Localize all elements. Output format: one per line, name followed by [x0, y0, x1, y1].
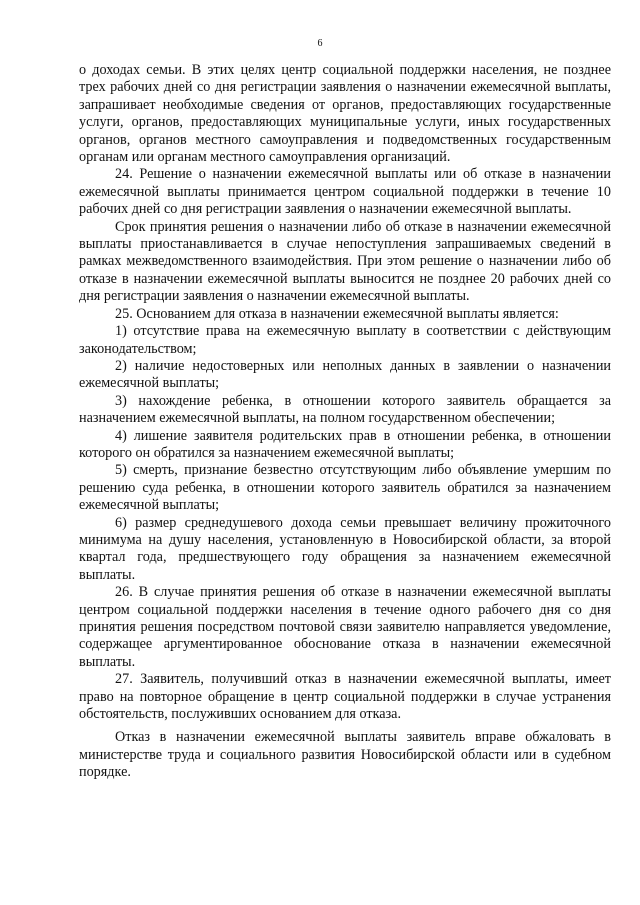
paragraph-income-continuation: о доходах семьи. В этих целях центр социальной поддержки населения, не позднее трех рабочих дней со дня регистрации заявления о назначении ежемесячной выплаты, запрашивает необходимые сведения от органов, предоставляющих государственные услуги, органов, предоставляющих муниципальные услуги, иных государственных органов, органов местного самоуправления и подведомственных государственным органам или органам местного самоуправления организаций. — [79, 62, 611, 166]
paragraph-25-item-1: 1) отсутствие права на ежемесячную выплату в соответствии с действующим законодательством; — [79, 323, 611, 357]
paragraph-25-item-2: 2) наличие недостоверных или неполных данных в заявлении о назначении ежемесячной выплаты; — [79, 357, 611, 392]
paragraph-26: 26. В случае принятия решения об отказе в назначении ежемесячной выплаты центром социальной поддержки населения в течение одного рабочего дня со дня принятия решения посредством почтовой связи заявителю направляется уведомление, содержащее аргументированное обоснование отказа в назначении ежемесячной выплаты. — [79, 584, 611, 670]
paragraph-25: 25. Основанием для отказа в назначении ежемесячной выплаты является: — [115, 305, 559, 322]
paragraph-appeal: Отказ в назначении ежемесячной выплаты заявитель вправе обжаловать в министерстве труда и социального развития Новосибирской области или в судебном порядке. — [79, 729, 611, 781]
paragraph-25-item-4: 4) лишение заявителя родительских прав в отношении ребенка, в отношении которого он обратился за назначением ежемесячной выплаты; — [79, 427, 611, 461]
paragraph-24: 24. Решение о назначении ежемесячной выплаты или об отказе в назначении ежемесячной выплаты принимается центром социальной поддержки в течение 10 рабочих дней со дня регистрации заявления о назначении ежемесячной выплаты. — [79, 166, 611, 218]
paragraph-25-item-3: 3) нахождение ребенка, в отношении которого заявитель обращается за назначением ежемесячной выплаты, на полном государственном обеспечении; — [79, 392, 611, 427]
paragraph-24-deadline: Срок принятия решения о назначении либо об отказе в назначении ежемесячной выплаты приостанавливается в случае непоступления запрашиваемых сведений в рамках межведомственного взаимодействия. При этом решение о назначении либо об отказе в назначении ежемесячной выплаты выносится не позднее 20 рабочих дней со дня регистрации заявления о назначении ежемесячной выплаты. — [79, 218, 611, 305]
page-number: 6 — [317, 38, 323, 49]
paragraph-25-item-6: 6) размер среднедушевого дохода семьи превышает величину прожиточного минимума на душу населения, установленную в Новосибирской области, за второй квартал года, предшествующего году обращения за назначением ежемесячной выплаты. — [79, 514, 611, 583]
document-body — [79, 62, 611, 782]
paragraph-27: 27. Заявитель, получивший отказ в назначении ежемесячной выплаты, имеет право на повторное обращение в центр социальной поддержки в случае устранения обстоятельств, послуживших основанием для отказа. — [79, 671, 611, 723]
paragraph-25-item-5: 5) смерть, признание безвестно отсутствующим либо объявление умершим по решению суда ребенка, в отношении которого заявитель обратился за назначением ежемесячной выплаты; — [79, 462, 611, 514]
